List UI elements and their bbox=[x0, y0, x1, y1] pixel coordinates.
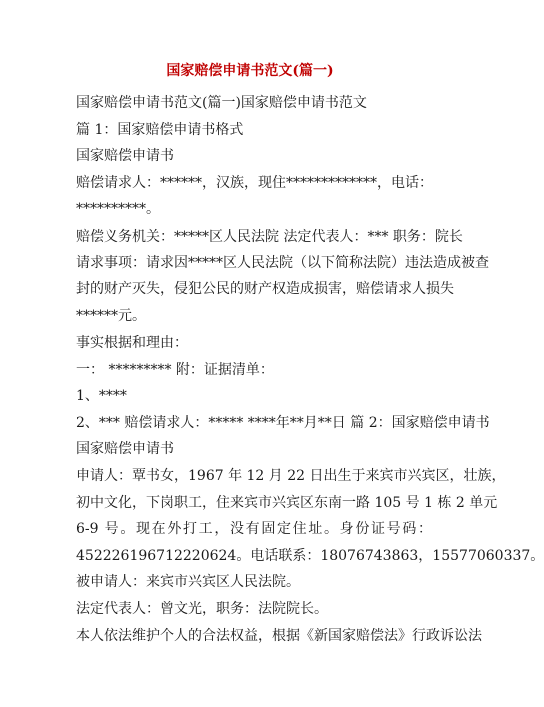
text-line: ******元。 bbox=[76, 308, 146, 324]
text-line: 本人依法维护个人的合法权益，根据《新国家赔偿法》行政诉讼法 bbox=[76, 628, 482, 644]
text-line: 封的财产灭失，侵犯公民的财产权造成损害，赔偿请求人损失 bbox=[76, 281, 454, 297]
text-line: 赔偿义务机关：*****区人民法院 法定代表人：*** 职务：院长 bbox=[76, 229, 463, 245]
text-line: 请求事项：请求因*****区人民法院（以下简称法院）违法造成被查 bbox=[76, 255, 489, 271]
text-line: 452226196712220624。电话联系：18076743863，15577060337。 bbox=[76, 548, 544, 564]
text-line: 篇 1：国家赔偿申请书格式 bbox=[76, 122, 244, 138]
text-line: 事实根据和理由： bbox=[76, 335, 188, 351]
text-line: 初中文化，下岗职工，住来宾市兴宾区东南一路 105 号 1 栋 2 单元 bbox=[76, 495, 498, 511]
text-line: 国家赔偿申请书 bbox=[76, 148, 174, 164]
document-title: 国家赔偿申请书范文(篇一) bbox=[166, 63, 334, 79]
text-line: 国家赔偿申请书范文(篇一)国家赔偿申请书范文 bbox=[76, 95, 367, 111]
text-line: 1、**** bbox=[76, 388, 127, 404]
text-line: **********。 bbox=[76, 201, 160, 217]
text-line: 赔偿请求人：******，汉族，现住*************，电话： bbox=[76, 175, 433, 191]
text-line: 6-9 号。现在外打工，没有固定住址。身份证号码： bbox=[76, 521, 432, 537]
text-line: 申请人：覃书女，1967 年 12 月 22 日出生于来宾市兴宾区，壮族， bbox=[76, 468, 506, 484]
text-line: 国家赔偿申请书 bbox=[76, 441, 174, 457]
text-line: 法定代表人：曾文光，职务：法院院长。 bbox=[76, 601, 328, 617]
text-line: 被申请人：来宾市兴宾区人民法院。 bbox=[76, 574, 300, 590]
text-line: 一： ********* 附：证据清单： bbox=[76, 362, 274, 378]
text-line: 2、*** 赔偿请求人：***** ****年**月**日 篇 2：国家赔偿申请书 bbox=[76, 415, 490, 431]
